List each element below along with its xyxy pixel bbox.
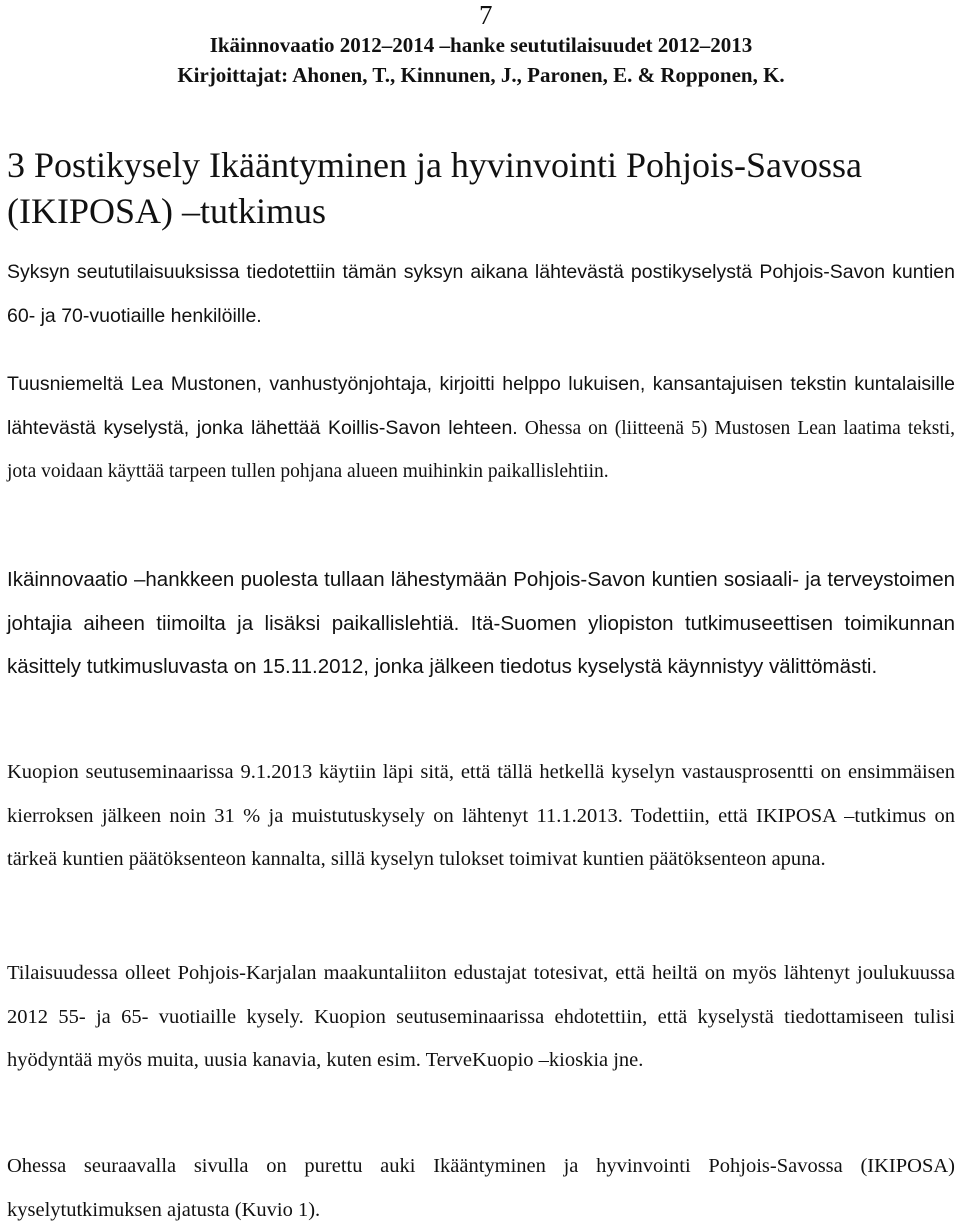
paragraph-mustonen-sentence: Tuusniemeltä Lea Mustonen, vanhustyönjohtaja, kirjoitti helppo lukuisen, kansantajuisen tekstin kuntalaisille lähtevästä kyselystä, jonka lähettää Koillis-Savon lehteen. [7,373,955,439]
chapter-title [7,142,947,234]
paragraph-attachment-sentence: Ohessa on (liitteenä 5) Mustosen Lean laatima teksti, jota voidaan käyttää tarpeen tullen pohjana alueen muihinkin paikallislehtiin. [7,417,955,482]
paragraph-north-karelia: Tilaisuudessa olleet Pohjois-Karjalan maakuntaliiton edustajat totesivat, että heiltä on myös lähtenyt joulukuussa 2012 55- ja 65- vuotiaille kysely. Kuopion seutuseminaarissa ehdotettiin, että kyselystä tiedottamiseen tulisi hyödyntää myös muita, uusia kanavia, kuten esim. TerveKuopio –kioskia jne. [7,962,955,1071]
running-header [7,30,955,90]
chapter-title-line1: 3 Postikysely Ikääntyminen ja hyvinvointi Pohjois-Savossa [7,145,862,185]
paragraph-kuopio-seminar: Kuopion seutuseminaarissa 9.1.2013 käytiin läpi sitä, että tällä hetkellä kyselyn vastausprosentti on ensimmäisen kierroksen jälkeen noin 31 % ja muistutuskysely on lähtenyt 11.1.2013. Todettiin, että IKIPOSA –tutkimus on tärkeä kuntien päätöksenteon kannalta, sillä kyselyn tulokset toimivat kuntien päätöksenteon apuna. [7,761,955,870]
chapter-title-line2: (IKIPOSA) –tutkimus [7,191,327,231]
paragraph-survey-announcement: Syksyn seututilaisuuksissa tiedotettiin tämän syksyn aikana lähtevästä postikyselystä Pohjois-Savon kuntien 60- ja 70-vuotiaille henkilöille. [7,261,955,327]
header-project-line: Ikäinnovaatio 2012–2014 –hanke seututilaisuudet 2012–2013 [209,33,753,57]
header-authors-line: Kirjoittajat: Ahonen, T., Kinnunen, J., Paronen, E. & Ropponen, K. [177,63,785,87]
paragraph-mustonen-text [7,363,955,494]
page-number: 7 [479,0,493,30]
paragraph-project-contacts: Ikäinnovaatio –hankkeen puolesta tullaan lähestymään Pohjois-Savon kuntien sosiaali- ja terveystoimen johtajia aiheen tiimoilta ja lisäksi paikallislehtiä. Itä-Suomen yliopiston tutkimuseettisen toimikunnan käsittely tutkimusluvasta on 15.11.2012, jonka jälkeen tiedotus kyselystä käynnistyy välittömästi. [7,568,955,678]
paragraph-figure-reference: Ohessa seuraavalla sivulla on purettu auki Ikääntyminen ja hyvinvointi Pohjois-Savossa (IKIPOSA) kyselytutkimuksen ajatusta (Kuvio 1). [7,1155,955,1221]
